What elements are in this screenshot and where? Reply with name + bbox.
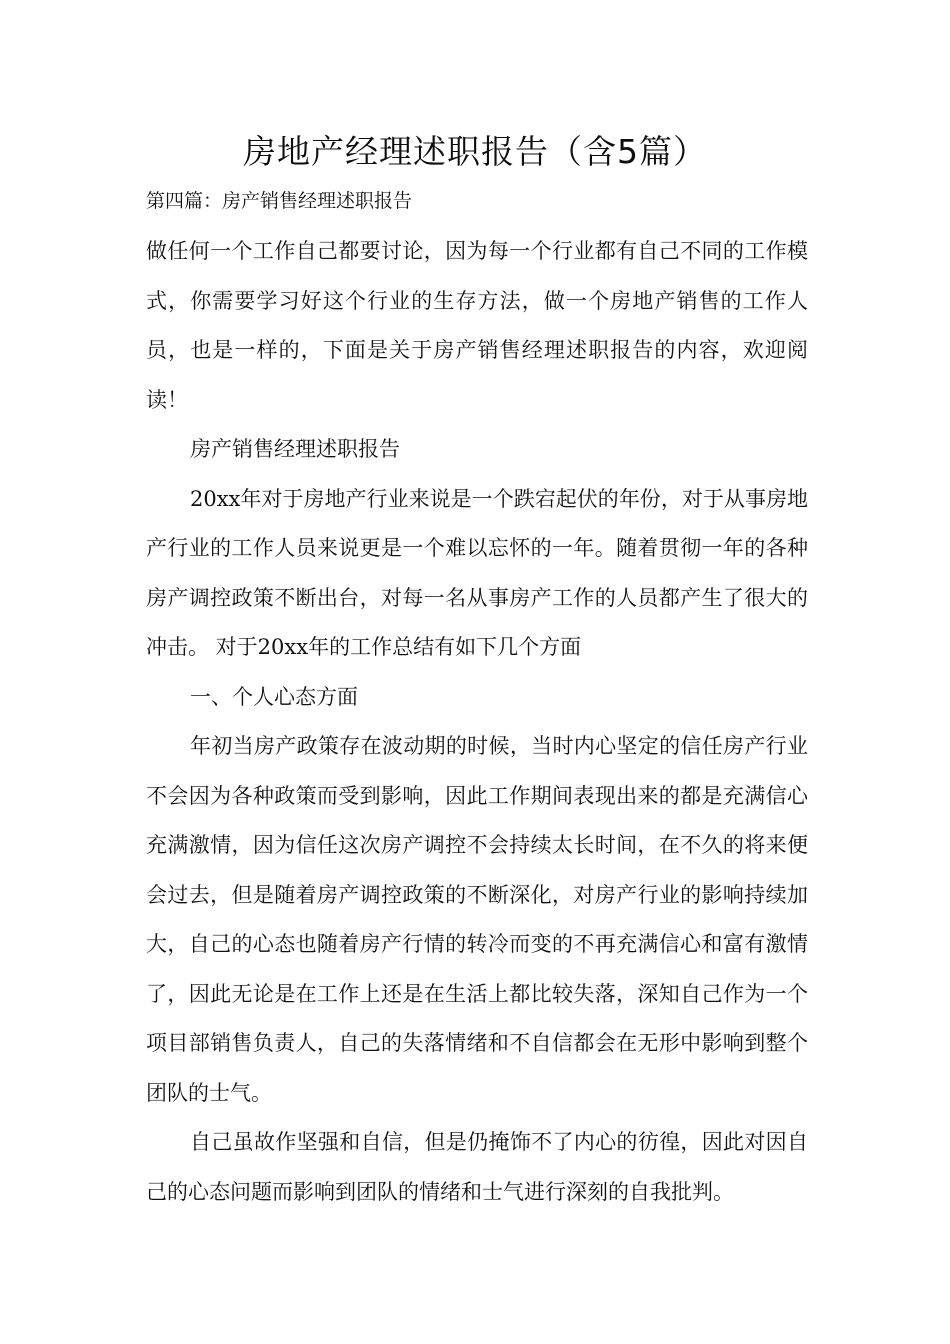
body-paragraph: 自己虽故作坚强和自信，但是仍掩饰不了内心的彷徨，因此对因自己的心态问题而影响到团队的情绪和士气进行深刻的自我批判。 [146, 1130, 808, 1204]
section-heading: 一、个人心态方面 [190, 684, 358, 709]
intro-paragraph: 做任何一个工作自己都要讨论，因为每一个行业都有自己不同的工作模式，你需要学习好这个行业的生存方法，做一个房地产销售的工作人员，也是一样的，下面是关于房产销售经理述职报告的内容，欢迎阅读！ [146, 239, 808, 412]
body-paragraph: 20xx年对于房地产行业来说是一个跌宕起伏的年份，对于从事房地产行业的工作人员来说更是一个难以忘怀的一年。随着贯彻一年的各种房产调控政策不断出台，对每一名从事房产工作的人员都产生了很大的冲击。 对于20xx年的工作总结有如下几个方面 [146, 486, 808, 659]
body-paragraph: 年初当房产政策存在波动期的时候，当时内心坚定的信任房产行业不会因为各种政策而受到影响，因此工作期间表现出来的都是充满信心充满激情，因为信任这次房产调控不会持续太长时间，在不久的将来便会过去，但是随着房产调控政策的不断深化，对房产行业的影响持续加大，自己的心态也随着房产行情的转冷而变的不再充满信心和富有激情了，因此无论是在工作上还是在生活上都比较失落，深知自己作为一个项目部销售负责人，自己的失落情绪和不自信都会在无形中影响到整个团队的士气。 [146, 734, 808, 1105]
document-body [146, 227, 808, 1217]
section-heading: 房产销售经理述职报告 [190, 437, 400, 461]
document-title: 房地产经理述职报告（含5篇） [243, 132, 707, 171]
document-subtitle: 第四篇：房产销售经理述职报告 [146, 190, 413, 212]
